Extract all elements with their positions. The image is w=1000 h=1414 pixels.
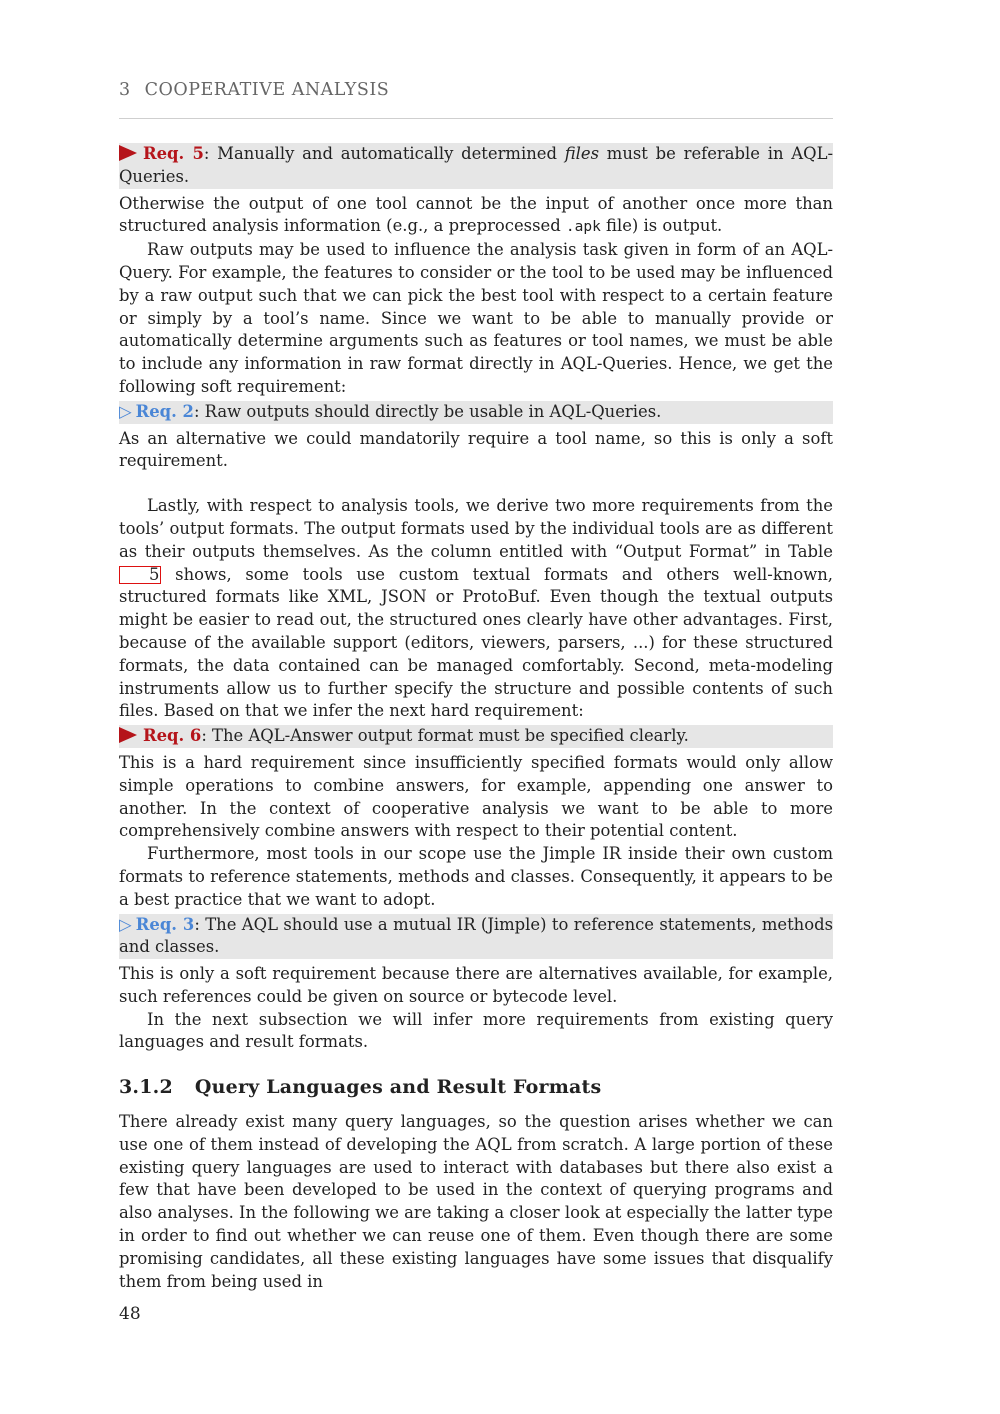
requirement-label: Req. 2 xyxy=(135,401,194,421)
inline-code: .apk xyxy=(565,219,601,236)
outline-triangle-icon: ▷ xyxy=(119,401,132,421)
requirement-emphasis: files xyxy=(564,144,600,163)
paragraph-gap xyxy=(119,473,833,495)
section-heading xyxy=(119,1076,833,1099)
requirement-text: must be referable in AQL-Queries. xyxy=(119,144,834,186)
requirement-text: : The AQL-Answer output format must be specified clearly. xyxy=(201,726,689,746)
paragraph: Raw outputs may be used to influence the analysis task given in form of an AQL-Query. For example, the features to consider or the tool to be used may be influenced by a raw output such that we can pick the best tool with respect to a certain feature or simply by a tool’s name. Since we want to be able to manually provide or automatically determine arguments such as features or tool names, we must be able to include any information in raw format directly in AQL-Queries. Hence, we get the following soft requirement: xyxy=(119,240,833,396)
filled-triangle-icon xyxy=(119,727,137,743)
paragraph xyxy=(119,495,833,723)
paragraph-text: file) is output. xyxy=(600,216,723,236)
requirement-6 xyxy=(119,725,833,748)
paragraph-text: Lastly, with respect to analysis tools, we derive two more requirements from the tools’ output formats. The output formats used by the individual tools are as different as their outputs themselves. As the column entitled with “Output Format” in Table xyxy=(119,496,833,561)
requirement-3 xyxy=(119,914,833,960)
requirement-5 xyxy=(119,143,833,189)
page-number: 48 xyxy=(119,1304,141,1324)
requirement-text: : Manually and automatically determined xyxy=(203,144,565,163)
chapter-title: COOPERATIVE ANALYSIS xyxy=(144,80,390,100)
requirement-label: Req. 5 xyxy=(143,144,204,163)
outline-triangle-icon: ▷ xyxy=(119,914,132,934)
requirement-text: : Raw outputs should directly be usable in AQL-Queries. xyxy=(193,401,662,421)
body-text xyxy=(119,143,833,1293)
paragraph-text: Otherwise the output of one tool cannot be the input of another once more than structured analysis information (e.g., a preprocessed xyxy=(119,193,833,236)
paragraph: This is only a soft requirement because there are alternatives available, for example, such references could be given on source or bytecode level. xyxy=(119,964,833,1006)
paragraph: There already exist many query languages, so the question arises whether we can use one of them instead of developing the AQL from scratch. A large portion of these existing query languages are used to interact with databases but there also exist a few that have been developed to be used in the context of querying programs and also analyses. In the following we are taking a closer look at especially the latter type in order to find out whether we can reuse one of them. Even though there are some promising candidates, all these existing languages have some issues that disqualify them from being used in xyxy=(119,1112,834,1291)
running-header xyxy=(119,80,833,100)
paragraph xyxy=(119,193,833,240)
paragraph: This is a hard requirement since insufficiently specified formats would only allow simple operations to combine answers, for example, appending one answer to another. In the context of cooperative analysis we want to be able to more comprehensively combine answers with respect to their potential content. xyxy=(119,752,833,841)
requirement-text: : The AQL should use a mutual IR (Jimple) to reference statements, methods and classes. xyxy=(119,914,834,957)
paragraph-text: shows, some tools use custom textual formats and others well-known, structured formats like XML, JSON or ProtoBuf. Even though the textual outputs might be easier to read out, the structured ones clearly have other advantages. First, because of the available support (editors, viewers, parsers, ...) for these structured formats, the data contained can be managed comfortably. Second, meta-modeling instruments allow us to further specify the structure and possible contents of such files. Based on that we infer the next hard requirement: xyxy=(119,564,833,721)
paragraph: In the next subsection we will infer more requirements from existing query languages and result formats. xyxy=(119,1009,833,1052)
paragraph: As an alternative we could mandatorily require a tool name, so this is only a soft requirement. xyxy=(119,428,833,471)
paragraph: Furthermore, most tools in our scope use the Jimple IR inside their own custom formats to reference statements, methods and classes. Consequently, it appears to be a best practice that we want to adopt. xyxy=(119,844,833,909)
requirement-label: Req. 3 xyxy=(135,914,195,934)
table-reference-link[interactable]: 5 xyxy=(119,566,161,584)
section-title: Query Languages and Result Formats xyxy=(194,1076,602,1099)
requirement-2 xyxy=(119,401,833,424)
chapter-number: 3 xyxy=(119,80,131,100)
requirement-label: Req. 6 xyxy=(143,726,202,746)
header-divider xyxy=(119,118,833,119)
filled-triangle-icon xyxy=(119,145,137,161)
section-number: 3.1.2 xyxy=(119,1076,173,1099)
